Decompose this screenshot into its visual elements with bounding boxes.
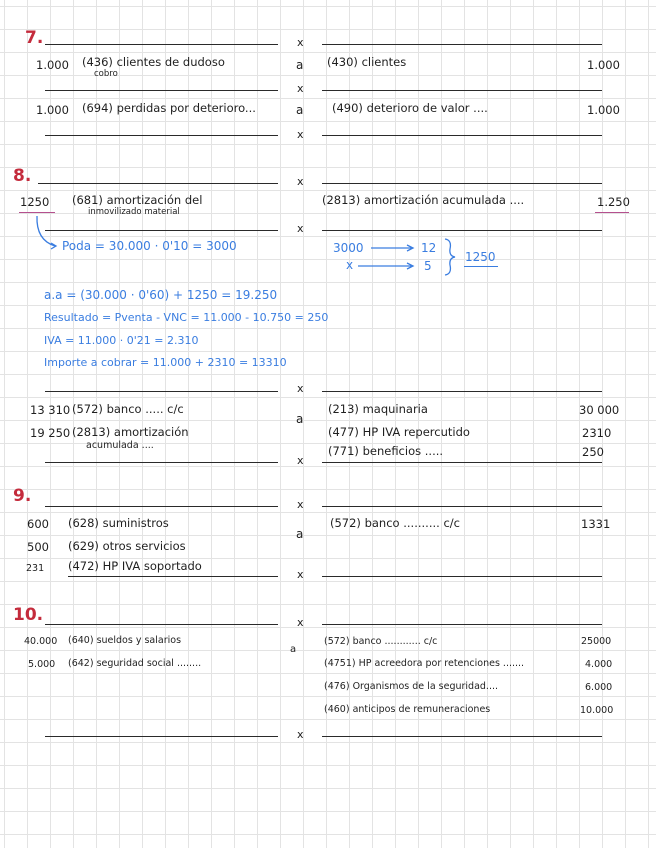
credit-account: (213) maquinaria xyxy=(328,402,428,416)
separator-x: x xyxy=(297,498,304,511)
credit-amount: 10.000 xyxy=(580,705,614,716)
credit-amount: 25000 xyxy=(581,636,612,647)
credit-amount: 6.000 xyxy=(585,682,613,693)
credit-amount: 4.000 xyxy=(585,659,613,670)
credit-amount: 1331 xyxy=(581,517,611,531)
debit-account-continuation: acumulada .... xyxy=(86,440,154,451)
calc-note: Resultado = Pventa - VNC = 11.000 - 10.750 = 250 xyxy=(44,311,329,324)
calc-note: Importe a cobrar = 11.000 + 2310 = 13310 xyxy=(44,356,287,369)
separator-line xyxy=(68,576,278,577)
separator-line xyxy=(322,624,602,625)
separator-x: x xyxy=(297,36,304,49)
proportion-top-left: 3000 xyxy=(333,241,364,255)
debit-account: (640) sueldos y salarios xyxy=(68,635,182,646)
debit-amount: 19 250 xyxy=(30,426,71,440)
credit-account: (2813) amortización acumulada .... xyxy=(322,193,525,207)
credit-amount: 1.000 xyxy=(587,103,620,117)
debit-account: (642) seguridad social ........ xyxy=(68,658,202,669)
separator-line xyxy=(45,462,278,463)
entry-number-7: 7. xyxy=(25,28,44,48)
entry-number-8: 8. xyxy=(13,166,32,186)
depreciation-formula: Poda = 30.000 · 0'10 = 3000 xyxy=(62,239,237,253)
debit-account: (694) perdidas por deterioro... xyxy=(82,101,256,115)
credit-account: (4751) HP acreedora por retenciones ....... xyxy=(324,658,525,669)
credit-amount: 1.250 xyxy=(597,195,630,209)
credit-amount: 30 000 xyxy=(579,403,620,417)
entry-number-9: 9. xyxy=(13,486,32,506)
debit-account-continuation: cobro xyxy=(94,69,118,79)
credit-account: (572) banco ............ c/c xyxy=(324,636,438,647)
debit-amount: 1.000 xyxy=(36,58,69,72)
debit-amount: 1.000 xyxy=(36,103,69,117)
debit-account-continuation: inmovilizado material xyxy=(88,207,180,217)
entry-a-mark: a xyxy=(296,527,304,541)
debit-account: (2813) amortización xyxy=(72,425,189,439)
credit-account: (477) HP IVA repercutido xyxy=(328,425,470,439)
credit-account: (476) Organismos de la seguridad.... xyxy=(324,681,499,692)
credit-amount: 250 xyxy=(582,445,604,459)
separator-line xyxy=(322,736,602,737)
separator-line xyxy=(45,736,278,737)
debit-amount: 1250 xyxy=(20,195,50,209)
separator-line xyxy=(45,624,278,625)
separator-x: x xyxy=(297,454,304,467)
debit-account: (681) amortización del xyxy=(72,193,203,207)
credit-account: (771) beneficios ..... xyxy=(328,444,444,458)
debit-amount: 231 xyxy=(26,563,45,574)
credit-account: (490) deterioro de valor .... xyxy=(332,101,488,115)
entry-a-mark: a xyxy=(296,58,304,72)
credit-account: (572) banco .......... c/c xyxy=(330,516,460,530)
debit-account: (629) otros servicios xyxy=(68,539,186,553)
credit-account: (430) clientes xyxy=(327,55,407,69)
debit-amount: 5.000 xyxy=(28,659,56,670)
separator-line xyxy=(322,576,602,577)
separator-x: x xyxy=(297,568,304,581)
separator-x: x xyxy=(297,222,304,235)
calc-note: IVA = 11.000 · 0'21 = 2.310 xyxy=(44,334,199,347)
separator-x: x xyxy=(297,728,304,741)
separator-x: x xyxy=(297,382,304,395)
separator-line xyxy=(322,391,602,392)
credit-amount: 2310 xyxy=(582,426,612,440)
result-underline xyxy=(464,266,498,267)
debit-account: (472) HP IVA soportado xyxy=(68,559,202,573)
separator-line xyxy=(45,391,278,392)
entry-number-10: 10. xyxy=(13,605,44,625)
proportion-result: 1250 xyxy=(465,250,496,264)
proportion-top-right: 12 xyxy=(421,241,437,255)
debit-amount: 600 xyxy=(27,517,49,531)
separator-x: x xyxy=(297,82,304,95)
separator-line xyxy=(45,506,278,507)
credit-amount: 1.000 xyxy=(587,58,620,72)
separator-line xyxy=(322,462,602,463)
debit-account: (628) suministros xyxy=(68,516,169,530)
calc-note: a.a = (30.000 · 0'60) + 1250 = 19.250 xyxy=(44,288,278,302)
debit-amount: 500 xyxy=(27,540,49,554)
separator-line xyxy=(322,506,602,507)
entry-a-mark: a xyxy=(296,103,304,117)
debit-amount: 13 310 xyxy=(30,403,71,417)
debit-amount: 40.000 xyxy=(24,636,58,647)
credit-account: (460) anticipos de remuneraciones xyxy=(324,704,491,715)
separator-x: x xyxy=(297,128,304,141)
separator-x: x xyxy=(297,616,304,629)
proportion-bottom-left: x xyxy=(346,258,354,272)
proportion-bottom-right: 5 xyxy=(424,259,432,273)
entry-a-mark: a xyxy=(290,644,297,655)
entry-a-mark: a xyxy=(296,412,304,426)
separator-x: x xyxy=(297,175,304,188)
debit-account: (436) clientes de dudoso xyxy=(82,55,225,69)
debit-account: (572) banco ..... c/c xyxy=(72,402,184,416)
